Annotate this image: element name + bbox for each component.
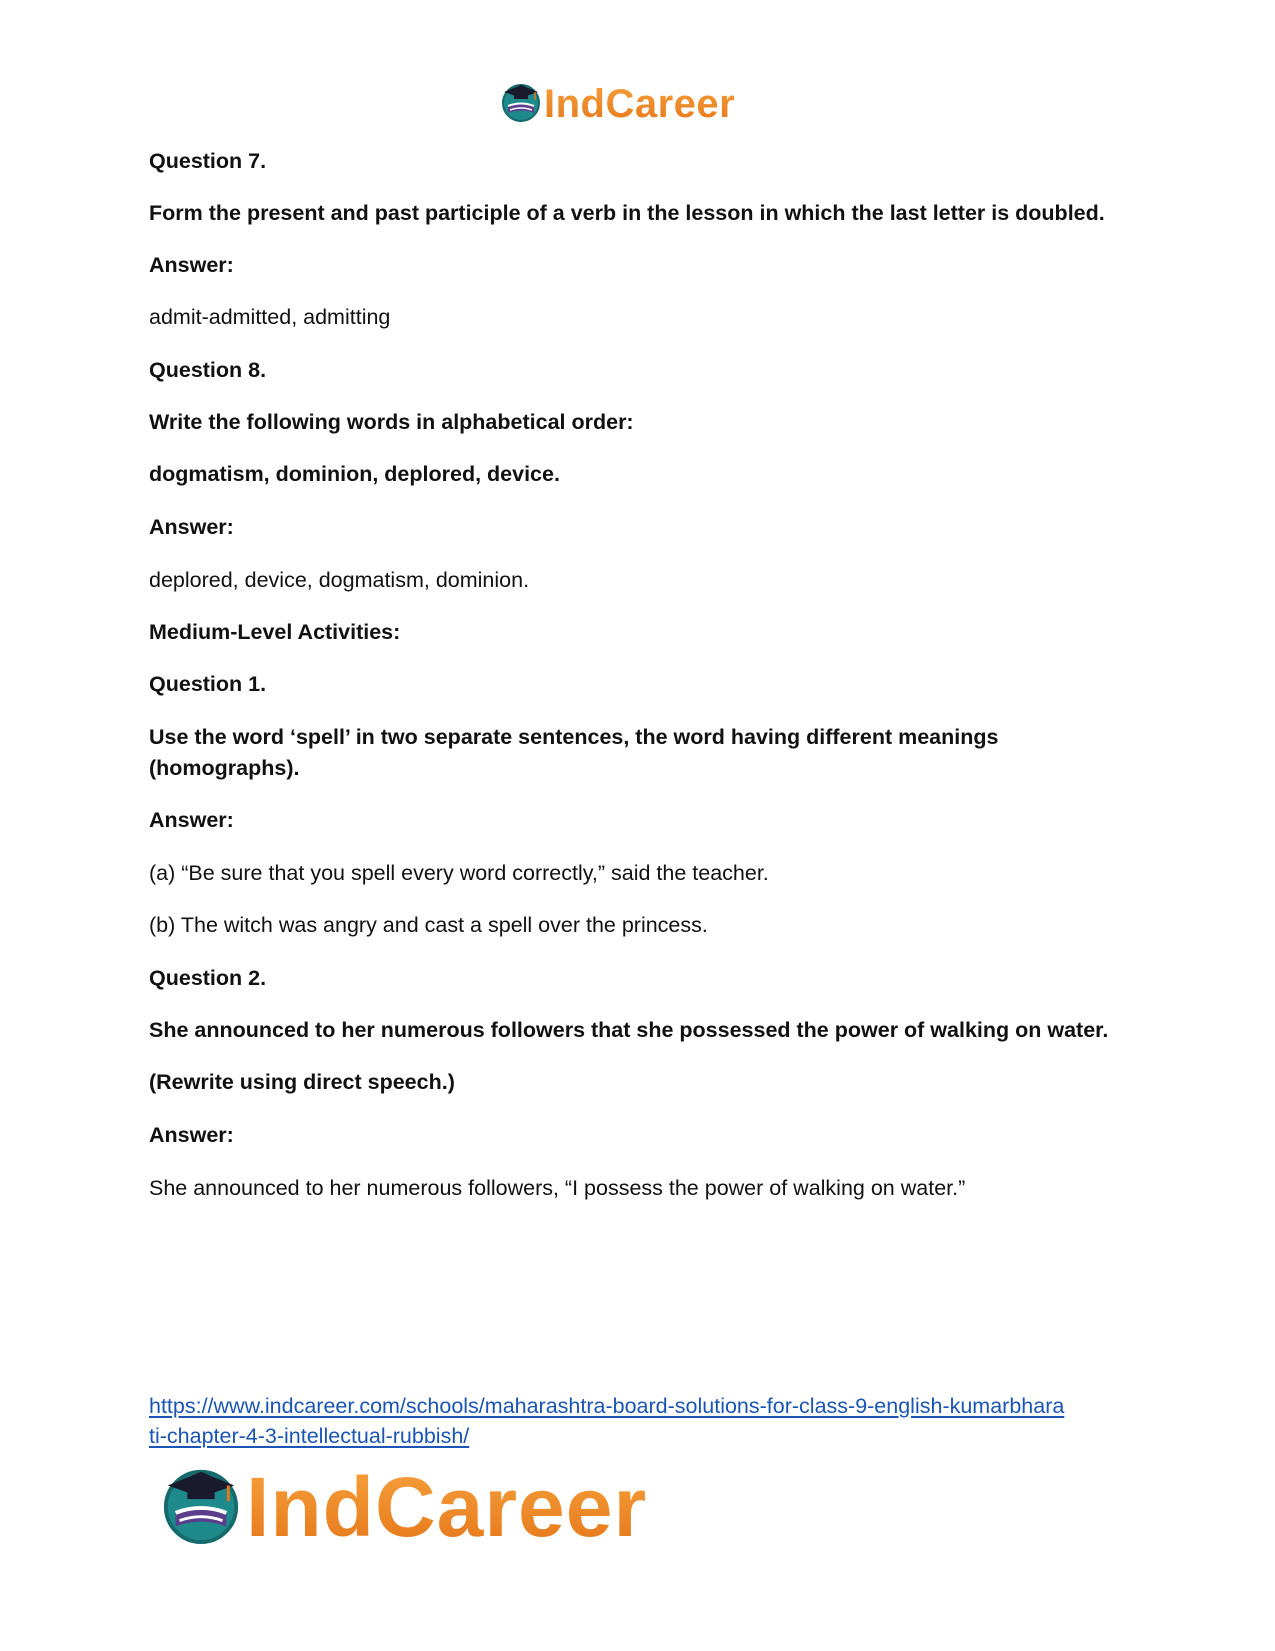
question-2-heading: Question 2. [149, 966, 267, 990]
question-7-prompt: Form the present and past participle of a verb in the lesson in which the last letter is doubled. [149, 201, 1105, 225]
indcareer-logo-icon [160, 1464, 242, 1551]
answer-label: Answer: [149, 515, 234, 539]
document-body [149, 146, 1129, 1204]
question-8-heading: Question 8. [149, 358, 267, 382]
source-link-line-2[interactable]: ti-chapter-4-3-intellectual-rubbish/ [149, 1424, 470, 1448]
question-8-answer: deplored, device, dogmatism, dominion. [149, 568, 530, 592]
answer-label: Answer: [149, 1123, 234, 1147]
question-8-words: dogmatism, dominion, deplored, device. [149, 462, 560, 486]
header-logo-text: IndCareer [544, 82, 736, 126]
answer-label: Answer: [149, 253, 234, 277]
question-1-answer-b: (b) The witch was angry and cast a spell over the princess. [149, 913, 708, 937]
answer-label: Answer: [149, 808, 234, 832]
question-1-prompt: Use the word ‘spell’ in two separate sentences, the word having different meanings (homographs). [149, 725, 999, 780]
question-7-answer: admit-admitted, admitting [149, 305, 391, 329]
question-2-instruction: (Rewrite using direct speech.) [149, 1070, 455, 1094]
header-logo [500, 80, 735, 128]
question-8-prompt: Write the following words in alphabetical order: [149, 410, 634, 434]
question-7-heading: Question 7. [149, 149, 267, 173]
section-heading-medium-level: Medium-Level Activities: [149, 620, 401, 644]
source-link-line-1[interactable]: https://www.indcareer.com/schools/maharashtra-board-solutions-for-class-9-english-kumarbhara [149, 1394, 1065, 1418]
question-1-answer-a: (a) “Be sure that you spell every word correctly,” said the teacher. [149, 861, 769, 885]
footer-logo [160, 1462, 647, 1552]
question-2-prompt: She announced to her numerous followers that she possessed the power of walking on water. [149, 1018, 1109, 1042]
question-1-heading: Question 1. [149, 672, 267, 696]
source-link[interactable] [149, 1391, 1129, 1451]
footer-logo-text: IndCareer [246, 1460, 648, 1554]
question-2-answer: She announced to her numerous followers, “I possess the power of walking on water.” [149, 1176, 966, 1200]
indcareer-logo-icon [500, 81, 542, 128]
